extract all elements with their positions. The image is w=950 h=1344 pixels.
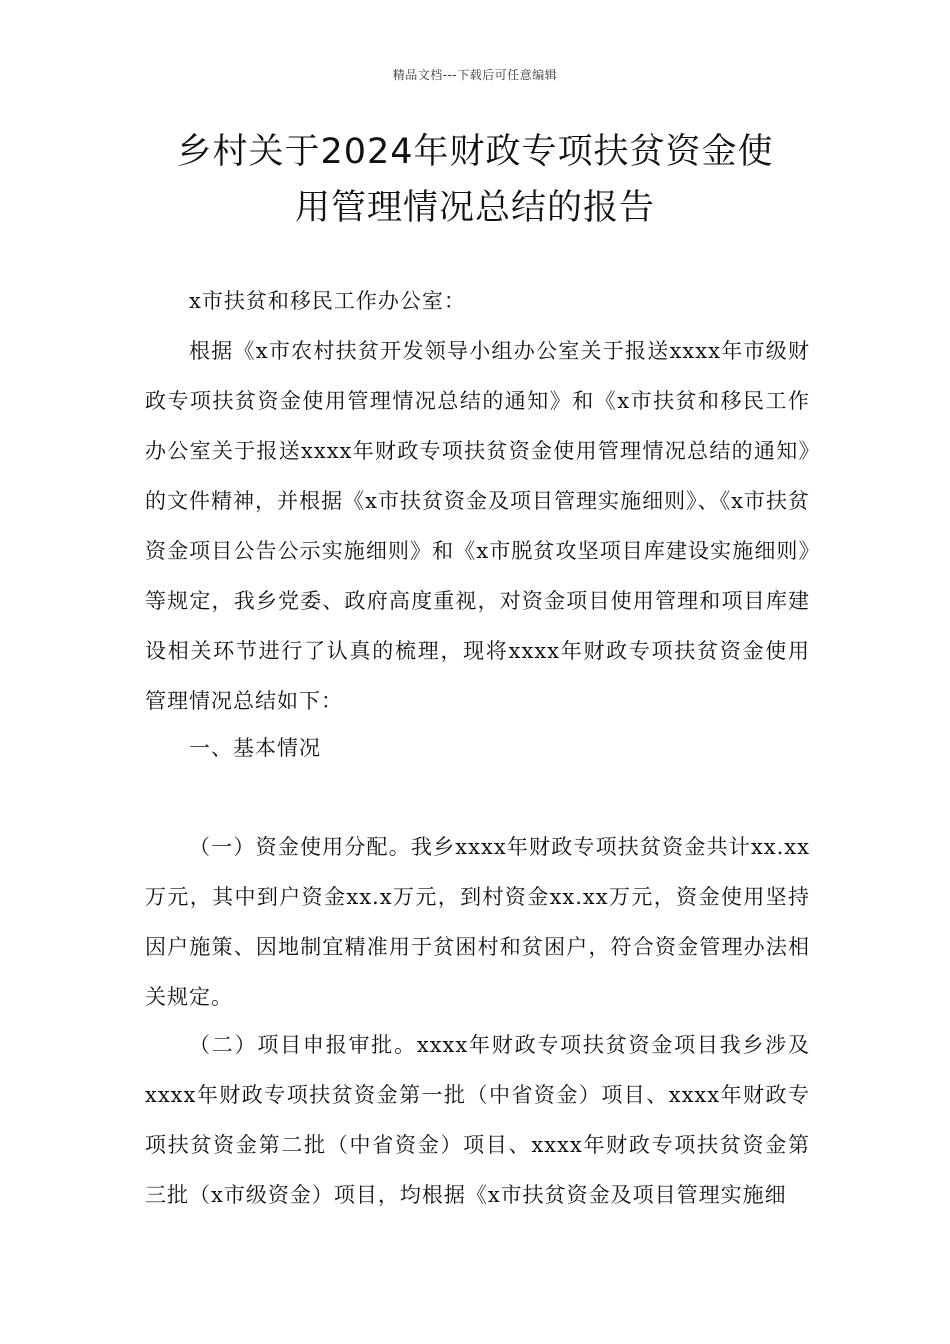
paragraph-project-approval: （二）项目申报审批。xxxx年财政专项扶贫资金项目我乡涉及xxxx年财政专项扶贫资金第一批（中省资金）项目、xxxx年财政专项扶贫资金第二批（中省资金）项目、xxxx年财政专项扶贫资金第三批（x市级资金）项目，均根据《x市扶贫资金及项目管理实施细: [145, 1033, 810, 1207]
header-note: 精品文档---下载后可任意编辑: [392, 68, 558, 82]
section-heading-basic-situation: 一、基本情况: [189, 736, 321, 760]
title-line-2: 用管理情况总结的报告: [294, 188, 655, 228]
salutation: x市扶贫和移民工作办公室：: [189, 289, 466, 313]
document-title: [110, 124, 840, 236]
paragraph-fund-allocation: （一）资金使用分配。我乡xxxx年财政专项扶贫资金共计xx.xx万元，其中到户资金xx.x万元，到村资金xx.xx万元，资金使用坚持因户施策、因地制宜精准用于贫困村和贫困户，符合资金管理办法相关规定。: [145, 835, 810, 1009]
paragraph-intro: 根据《x市农村扶贫开发领导小组办公室关于报送xxxx年市级财政专项扶贫资金使用管理情况总结的通知》和《x市扶贫和移民工作办公室关于报送xxxx年财政专项扶贫资金使用管理情况总结的通知》的文件精神，并根据《x市扶贫资金及项目管理实施细则》、《x市扶贫资金项目公告公示实施细则》和《x市脱贫攻坚项目库建设实施细则》等规定，我乡党委、政府高度重视，对资金项目使用管理和项目库建设相关环节进行了认真的梳理，现将xxxx年财政专项扶贫资金使用管理情况总结如下：: [145, 339, 810, 713]
title-line-1: 乡村关于2024年财政专项扶贫资金使: [176, 132, 774, 172]
